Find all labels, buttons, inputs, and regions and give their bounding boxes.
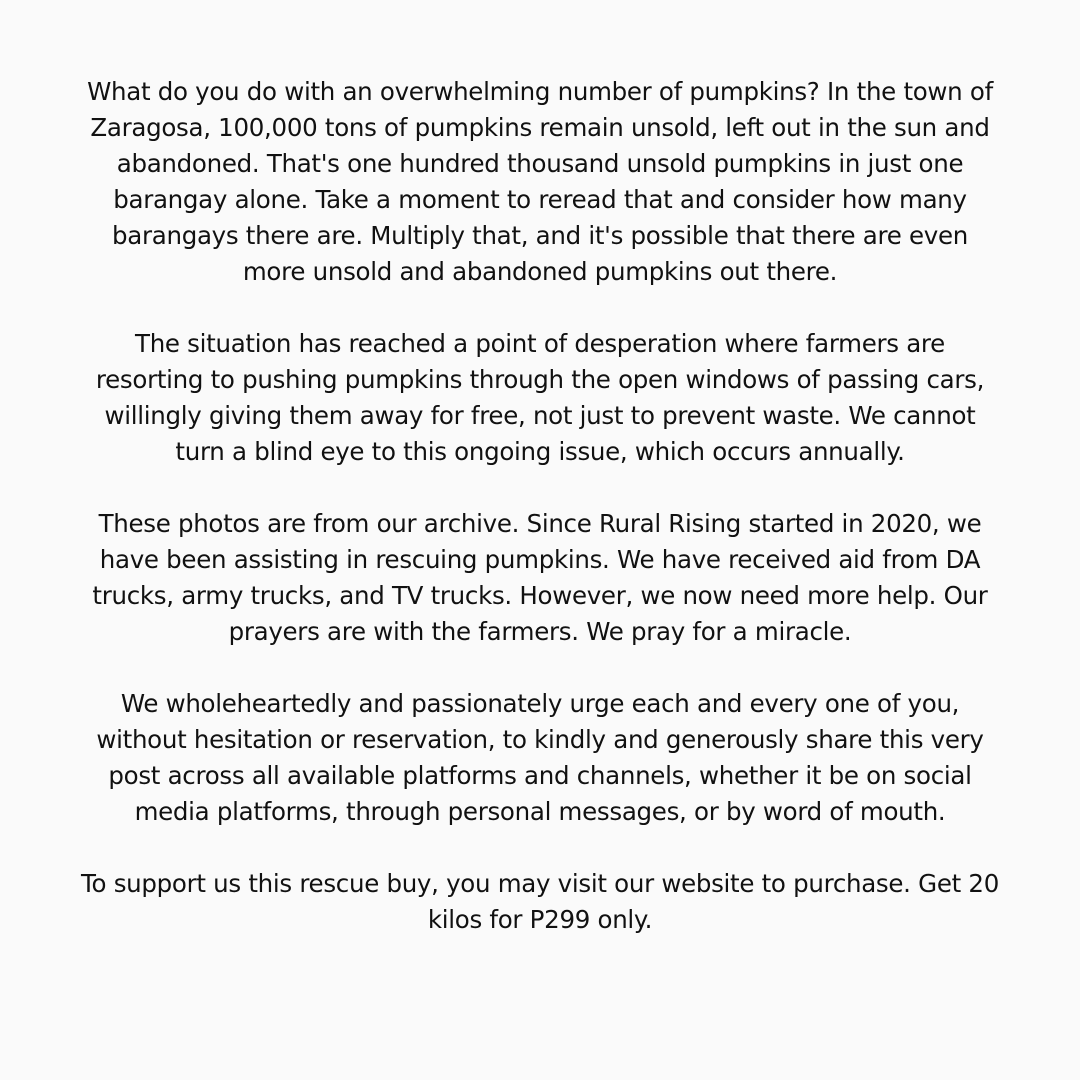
paragraph-purchase-offer: To support us this rescue buy, you may visit our website to purchase. Get 20 kilos for P299 only. <box>81 869 999 934</box>
paragraph-pumpkin-surplus: What do you do with an overwhelming number of pumpkins? In the town of Zaragosa, 100,000 tons of pumpkins remain unsold, left out in the sun and abandoned. That's one hundred thousand unsold pumpkins in just one barangay alone. Take a moment to reread that and consider how many barangays there are. Multiply that, and it's possible that there are even more unsold and abandoned pumpkins out there. <box>87 77 993 286</box>
paragraph-farmer-desperation: The situation has reached a point of desperation where farmers are resorting to pushing pumpkins through the open windows of passing cars, willingly giving them away for free, not just to prevent waste. We cannot turn a blind eye to this ongoing issue, which occurs annually. <box>95 329 985 466</box>
paragraph-share-appeal: We wholeheartedly and passionately urge each and every one of you, without hesitation or reservation, to kindly and generously share this very post across all available platforms and channels, whether it be on social media platforms, through personal messages, or by word of mouth. <box>96 689 984 826</box>
paragraph-rescue-history: These photos are from our archive. Since Rural Rising started in 2020, we have been assisting in rescuing pumpkins. We have received aid from DA trucks, army trucks, and TV trucks. However, we now need more help. Our prayers are with the farmers. We pray for a miracle. <box>92 509 988 646</box>
